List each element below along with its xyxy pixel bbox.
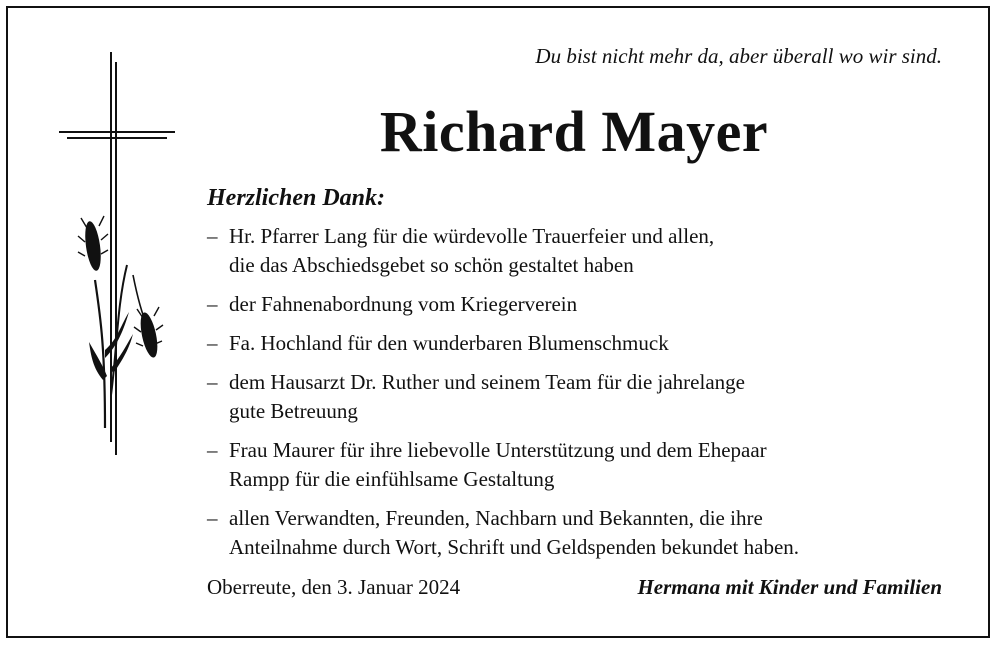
thanks-item bbox=[207, 329, 967, 358]
deceased-name: Richard Mayer bbox=[379, 99, 769, 164]
thanks-line: der Fahnenabordnung vom Kriegerverein bbox=[229, 292, 578, 316]
thanks-line: die das Abschiedsgebet so schön gestaltet haben bbox=[229, 253, 634, 277]
thanks-item bbox=[207, 504, 967, 562]
list-dash: – bbox=[207, 438, 218, 462]
list-dash: – bbox=[207, 370, 218, 394]
thanks-item bbox=[207, 436, 967, 494]
motto-quote: Du bist nicht mehr da, aber überall wo wir sind. bbox=[535, 44, 942, 68]
thanks-line: Rampp für die einfühlsame Gestaltung bbox=[229, 467, 555, 491]
thanks-item bbox=[207, 290, 967, 319]
thanks-item bbox=[207, 222, 967, 280]
list-dash: – bbox=[207, 224, 218, 248]
thanks-line: dem Hausarzt Dr. Ruther und seinem Team für die jahrelange bbox=[229, 370, 745, 394]
thanks-item bbox=[207, 368, 967, 426]
thanks-list bbox=[207, 222, 967, 572]
thanks-heading: Herzlichen Dank: bbox=[207, 185, 386, 211]
place-date: Oberreute, den 3. Januar 2024 bbox=[207, 575, 461, 599]
thanks-line: Fa. Hochland für den wunderbaren Blumenschmuck bbox=[229, 331, 669, 355]
list-dash: – bbox=[207, 506, 218, 530]
thanks-line: Anteilnahme durch Wort, Schrift und Geldspenden bekundet haben. bbox=[229, 535, 800, 559]
thanks-line: Frau Maurer für ihre liebevolle Unterstützung und dem Ehepaar bbox=[229, 438, 767, 462]
thanks-line: gute Betreuung bbox=[229, 399, 358, 423]
thanks-line: Hr. Pfarrer Lang für die würdevolle Trauerfeier und allen, bbox=[229, 224, 715, 248]
signature: Hermana mit Kinder und Familien bbox=[637, 575, 942, 599]
list-dash: – bbox=[207, 331, 218, 355]
thanks-line: allen Verwandten, Freunden, Nachbarn und Bekannten, die ihre bbox=[229, 506, 763, 530]
list-dash: – bbox=[207, 292, 218, 316]
